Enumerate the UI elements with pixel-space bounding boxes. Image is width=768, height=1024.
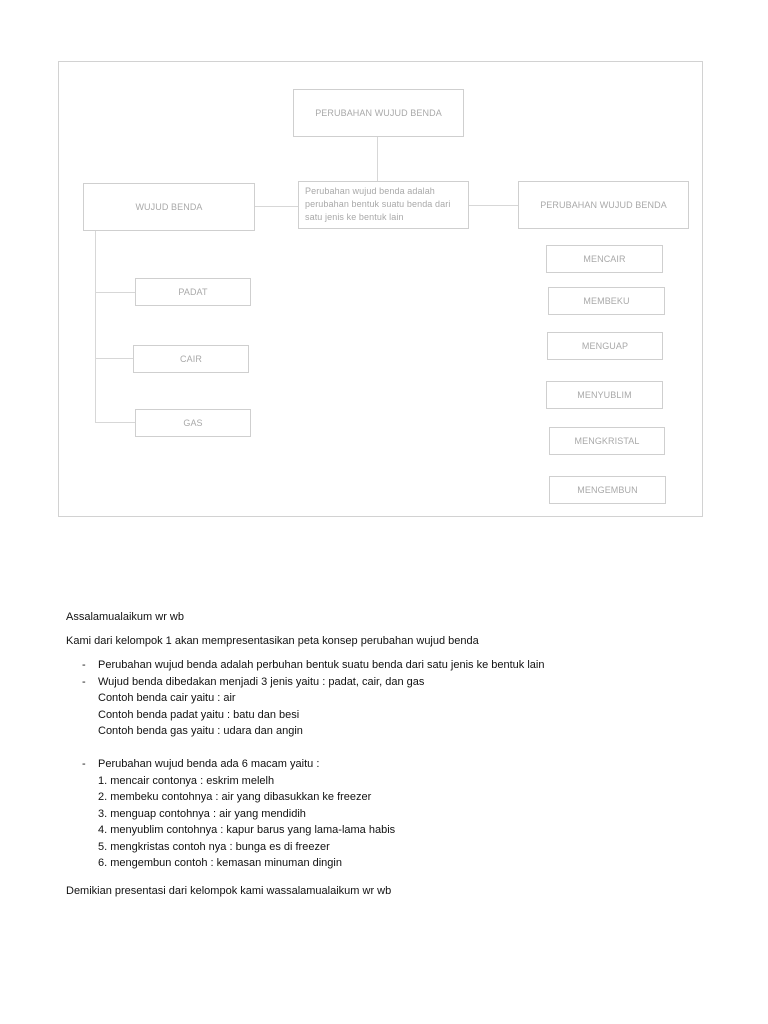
node-change-menyublim: MENYUBLIM	[546, 381, 663, 409]
bullet-text: Perubahan wujud benda adalah perbuhan bentuk suatu benda dari satu jenis ke bentuk lain	[98, 659, 545, 671]
bullet-text: Wujud benda dibedakan menjadi 3 jenis yaitu : padat, cair, dan gas	[98, 675, 425, 688]
greeting-paragraph: Assalamualaikum wr wb	[66, 611, 184, 623]
node-change-mengembun: MENGEMBUN	[549, 476, 666, 504]
list-item	[66, 756, 746, 773]
node-wujud-benda: WUJUD BENDA	[83, 183, 255, 231]
node-root: PERUBAHAN WUJUD BENDA	[293, 89, 464, 137]
connector-left-trunk	[95, 231, 96, 423]
bullet-text: Perubahan wujud benda ada 6 macam yaitu :	[98, 758, 320, 770]
node-state-gas: GAS	[135, 409, 251, 437]
sub-line: Contoh benda gas yaitu : udara dan angin	[98, 725, 303, 737]
connector-definition-to-right	[469, 205, 518, 206]
bullet-list	[66, 657, 746, 872]
closing-paragraph: Demikian presentasi dari kelompok kami wassalamualaikum wr wb	[66, 885, 392, 897]
node-state-cair: CAIR	[133, 345, 249, 373]
intro-paragraph: Kami dari kelompok 1 akan mempresentasikan peta konsep perubahan wujud benda	[66, 635, 479, 647]
list-item	[66, 657, 746, 674]
node-change-membeku: MEMBEKU	[548, 287, 665, 315]
list-item	[66, 674, 746, 691]
sub-line: 1. mencair contonya : eskrim melelh	[98, 774, 275, 787]
sub-line: Contoh benda padat yaitu : batu dan besi	[98, 708, 300, 721]
node-perubahan-wujud-benda: PERUBAHAN WUJUD BENDA	[518, 181, 689, 229]
node-definition: Perubahan wujud benda adalah perubahan bentuk suatu benda dari satu jenis ke bentuk lain	[298, 181, 469, 229]
connector-to-cair	[95, 358, 133, 359]
bullet-dash: -	[82, 659, 86, 671]
sub-line: Contoh benda cair yaitu : air	[98, 692, 236, 704]
connector-left-to-definition	[255, 206, 299, 207]
sub-line: 5. mengkristas contoh nya : bunga es di freezer	[98, 840, 330, 853]
sub-line: 4. menyublim contohnya : kapur barus yang lama-lama habis	[98, 824, 396, 836]
bullet-dash: -	[82, 758, 86, 770]
node-change-menguap: MENGUAP	[547, 332, 663, 360]
node-state-padat: PADAT	[135, 278, 251, 306]
spacer	[66, 740, 746, 757]
sub-line: 2. membeku contohnya : air yang dibasukkan ke freezer	[98, 791, 372, 803]
bullet-dash: -	[82, 675, 86, 688]
connector-to-padat	[95, 292, 135, 293]
node-change-mencair: MENCAIR	[546, 245, 663, 273]
connector-root-to-definition	[377, 137, 378, 181]
connector-to-gas	[95, 422, 135, 423]
sub-line: 3. menguap contohnya : air yang mendidih	[98, 807, 306, 820]
sub-line: 6. mengembun contoh : kemasan minuman dingin	[98, 857, 342, 869]
node-change-mengkristal: MENGKRISTAL	[549, 427, 665, 455]
